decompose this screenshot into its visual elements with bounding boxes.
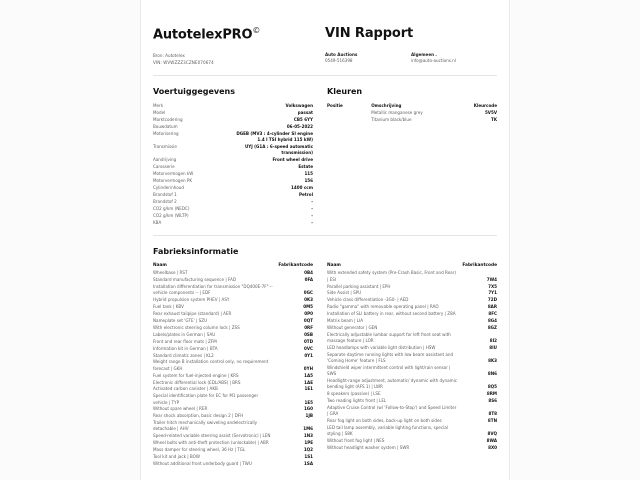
contact-auction-phone: 0549-516398	[325, 58, 353, 64]
vehicle-spec-row	[153, 124, 313, 131]
factory-option-name: Labels/plates in German | SAU	[153, 331, 216, 337]
factory-right-header-name: Naam	[327, 263, 341, 269]
vehicle-spec-value: 115	[304, 171, 313, 177]
brand-name: AutotelexPRO	[153, 27, 253, 43]
factory-option-name: Two reading lights front | LEL	[327, 398, 387, 404]
factory-option-name: Front and rear floor mats | ZFM	[153, 338, 217, 344]
colors-header-position: Positie	[327, 103, 343, 109]
factory-section	[153, 247, 497, 468]
factory-row	[327, 290, 497, 297]
vehicle-spec-value: -	[311, 198, 313, 204]
vehicle-spec-key: Carosserie	[153, 164, 175, 170]
factory-row	[153, 270, 313, 277]
factory-row	[153, 406, 313, 413]
colors-header-description: Omschrijving	[371, 103, 402, 109]
factory-row	[153, 297, 313, 304]
factory-left-body	[153, 270, 313, 468]
factory-option-name: Without generator | GEN	[327, 324, 378, 330]
factory-option-name: Speed-related variable steering assist (Servotronic) | LEN	[153, 433, 271, 439]
factory-row	[327, 318, 497, 325]
factory-row	[327, 405, 497, 418]
factory-option-name: LED headlamps with variable light distribution | HSW	[327, 344, 436, 350]
vehicle-spec-row	[153, 212, 313, 219]
factory-row	[153, 325, 313, 332]
factory-right-header-row	[327, 263, 497, 270]
factory-row	[153, 345, 313, 352]
factory-row	[153, 461, 313, 468]
page-margin-right	[511, 0, 640, 480]
factory-table-right	[327, 263, 497, 452]
vehicle-spec-value: -	[311, 212, 313, 218]
factory-option-code: 1AE	[304, 379, 313, 385]
factory-table-left	[153, 263, 313, 468]
vehicle-and-colors	[153, 76, 497, 226]
factory-option-code: 8VQ	[487, 431, 497, 437]
factory-row	[327, 398, 497, 405]
factory-option-name: Information kit in German | BTA	[153, 345, 218, 351]
factory-left-head	[153, 263, 313, 270]
factory-option-code: 1E5	[304, 399, 313, 405]
factory-option-code: 8Q5	[487, 384, 497, 390]
colors-section-title: Kleuren	[327, 87, 363, 97]
factory-row	[153, 433, 313, 440]
vehicle-spec-body	[153, 103, 313, 226]
factory-option-name: With electronic steering column lock | ZSS	[153, 324, 240, 330]
factory-column-right	[327, 263, 497, 468]
factory-left-header-row	[153, 263, 313, 270]
factory-option-code: 1E1	[304, 386, 313, 392]
colors-table-body	[327, 110, 497, 124]
factory-option-code: 0M5	[303, 304, 313, 310]
colors-position	[327, 116, 371, 123]
vehicle-spec-key: Marktcodering	[153, 117, 183, 123]
colors-row	[327, 116, 497, 123]
vehicle-spec-value: -	[311, 219, 313, 225]
vehicle-spec-key: Cylinderinhoud	[153, 184, 184, 190]
factory-option-name: Nameplate set 'GTE' | SZU	[153, 318, 208, 324]
factory-row	[327, 297, 497, 304]
factory-option-code: 1S1	[304, 454, 313, 460]
header-title-column	[325, 26, 497, 66]
factory-option-code: 8K3	[488, 358, 497, 364]
colors-table	[327, 103, 497, 123]
vehicle-spec-value: 1400 ccm	[291, 184, 313, 190]
factory-option-name: Vehicle class differentiation -3G0- | AED	[327, 297, 409, 303]
factory-row	[327, 378, 497, 391]
factory-row	[327, 438, 497, 445]
factory-row	[153, 454, 313, 461]
vehicle-spec-value: UYJ (G1A : 6-speed automatic transmission)	[244, 144, 313, 156]
factory-option-code: 8TN	[487, 418, 497, 424]
factory-row	[153, 277, 313, 284]
contact-row	[325, 52, 497, 65]
factory-option-code: 0Y1	[304, 352, 313, 358]
contact-general-email: info@auto-auctions.nl	[411, 58, 456, 64]
factory-row	[153, 338, 313, 345]
factory-option-name: Wheel bolts with anti-theft protection (unlockable) | ABR	[153, 440, 269, 446]
factory-row	[153, 311, 313, 318]
vehicle-spec-key: Brandstof 2	[153, 198, 177, 204]
vehicle-spec-value: Volkswagen	[285, 103, 313, 109]
vehicle-spec-value: Front wheel drive	[272, 157, 313, 163]
factory-row	[327, 325, 497, 332]
factory-option-code: 0VC	[303, 345, 313, 351]
factory-option-code: 1PE	[304, 440, 313, 446]
contact-general-title: Algemeen .	[411, 52, 437, 57]
colors-description: Titanium black/blue	[371, 116, 412, 122]
factory-option-name: LED tail lamp assembly, variable lighting functions, special styling | S8K	[327, 425, 448, 437]
factory-option-code: 8FC	[488, 311, 497, 317]
factory-option-code: 8T8	[488, 411, 497, 417]
factory-columns	[153, 263, 497, 468]
factory-option-code: 8G4	[487, 318, 497, 324]
factory-option-code: 0RF	[304, 324, 313, 330]
factory-option-name: Mass damper for steering wheel, 36 Hz | TGL	[153, 447, 246, 453]
factory-option-code: 1A5	[304, 372, 313, 378]
factory-option-name: Installation of SLI battery in rear, without second battery | Z8A	[327, 311, 456, 317]
factory-option-name: Special identification plate for EC for M1 passenger vehicle | TYP	[153, 393, 259, 405]
vehicle-spec-row	[153, 171, 313, 178]
vehicle-spec-value: Estate	[298, 164, 313, 170]
factory-row	[153, 440, 313, 447]
factory-option-code: 1SA	[304, 461, 313, 467]
colors-description: Metallic manganese grey	[371, 109, 423, 115]
factory-option-name: Tool kit and jack | BOW	[153, 454, 200, 460]
factory-option-code: 8N6	[487, 371, 497, 377]
report-header	[153, 0, 497, 66]
colors-position	[327, 110, 371, 117]
factory-option-code: 8S6	[488, 398, 497, 404]
factory-right-head	[327, 263, 497, 270]
factory-row	[327, 311, 497, 318]
factory-row	[153, 379, 313, 386]
factory-option-code: 0QT	[303, 318, 313, 324]
vehicle-spec-row	[153, 117, 313, 124]
contact-auction-title: Auto Auctions	[325, 52, 358, 57]
vehicle-spec-value: CB5 6YY	[293, 117, 313, 123]
factory-option-name: Electrically adjustable lumbar support for left front seat with massage feature | LOR	[327, 331, 451, 344]
factory-option-name: Hybrid propulsion system PHEV | ASY	[153, 297, 230, 303]
factory-row	[327, 445, 497, 452]
factory-row	[153, 352, 313, 359]
factory-option-code: 72D	[487, 297, 497, 303]
factory-option-code: 8X0	[488, 445, 497, 451]
factory-option-code: 8I2	[489, 338, 497, 344]
factory-option-name: Trailer hitch mechanically swiveling andelectrically detachable | AHV	[153, 420, 258, 432]
factory-option-code: 0YH	[303, 365, 313, 371]
factory-row	[327, 352, 497, 365]
factory-option-name: Windshield wiper intermittent control with light/rain sensor | SWS	[327, 365, 451, 377]
factory-option-name: Rear fog light on both sides, back-up light on both sides	[327, 418, 442, 424]
vehicle-spec-row	[153, 144, 313, 157]
factory-option-code: 8WA	[486, 438, 497, 444]
factory-option-name: Without front fog light | NES	[327, 438, 385, 444]
factory-row	[153, 393, 313, 406]
factory-option-name: Separate daytime running lights with low beam assistant and 'Coming Home' feature | FLS	[327, 351, 454, 364]
vehicle-spec-table	[153, 103, 313, 226]
factory-option-name: 8 speakers (passive) | LSE	[327, 391, 381, 397]
vehicle-spec-row	[153, 191, 313, 198]
factory-option-code: 7Y1	[488, 290, 497, 296]
vehicle-spec-value: Petrol	[299, 191, 313, 197]
vehicle-spec-row	[153, 205, 313, 212]
vehicle-spec-key: Motorvermogen kW	[153, 171, 194, 177]
contact-auction	[325, 52, 411, 65]
factory-row	[327, 283, 497, 290]
factory-row	[327, 332, 497, 345]
vehicle-spec-key: Motorisering	[153, 131, 179, 137]
factory-row	[327, 425, 497, 438]
factory-row	[153, 372, 313, 379]
vehicle-spec-row	[153, 110, 313, 117]
factory-row	[327, 418, 497, 425]
factory-option-code: 8IU	[489, 344, 497, 350]
factory-option-name: Headlight-range adjustment, automatic/ dynamic with dynamic bending light (AFS 1) | LWR	[327, 378, 458, 390]
vehicle-spec-key: Aandrijving	[153, 157, 177, 163]
factory-row	[327, 365, 497, 378]
report-sheet	[140, 0, 510, 480]
vehicle-spec-row	[153, 131, 313, 144]
vehicle-spec-key: Brandstof 1	[153, 191, 177, 197]
factory-option-name: Matrix beam | LIA	[327, 318, 364, 324]
factory-option-name: Electronic differential lock (EDL/ABS) | BRS	[153, 379, 241, 385]
factory-option-code: 0TD	[303, 338, 313, 344]
factory-row	[327, 270, 497, 283]
factory-option-code: 1N3	[303, 433, 313, 439]
factory-option-code: 1Q2	[303, 447, 313, 453]
vehicle-spec-value: -	[311, 205, 313, 211]
vehicle-spec-value: 06-05-2022	[286, 124, 313, 130]
factory-option-name: Without headlight washer system | SWR	[327, 445, 410, 451]
vehicle-spec-value: DGEB (MV3 : 4-cylinder SI engine 1.4 l TSI hybrid 115 kW)	[236, 131, 313, 143]
page-title: VIN Rapport	[325, 26, 414, 41]
factory-row	[153, 284, 313, 297]
vehicle-section-title: Voertuiggegevens	[153, 87, 236, 97]
vehicle-spec-value: passat	[297, 110, 313, 116]
factory-option-name: Installation differentiation for transmission "DQ400E-7F" -- vehicle components -- | EDF	[153, 284, 273, 296]
factory-option-name: Without spare wheel | RER	[153, 406, 208, 412]
factory-option-name: With extended safety system (Pre-Crash Basic, Front and Rear) | ESI	[327, 270, 456, 282]
factory-section-title: Fabrieksinformatie	[153, 247, 239, 257]
factory-right-body	[327, 270, 497, 452]
vehicle-spec-key: Merk	[153, 103, 164, 109]
factory-option-name: Standard climatic zones | KL2	[153, 352, 214, 358]
header-brand-column	[153, 26, 325, 66]
factory-option-code: 0K3	[304, 297, 313, 303]
factory-column-left	[153, 263, 313, 468]
factory-option-name: Without additional front underbody guard | TWU	[153, 461, 252, 467]
factory-option-code: 7W4	[486, 276, 497, 282]
factory-row	[153, 359, 313, 372]
page-margin-left	[0, 0, 140, 480]
factory-row	[153, 386, 313, 393]
vehicle-spec-key: Bouwdatum	[153, 124, 178, 130]
factory-row	[327, 304, 497, 311]
factory-option-name: Wheelbase | RST	[153, 270, 188, 276]
factory-option-code: 8AR	[487, 304, 497, 310]
colors-section	[327, 76, 497, 226]
vehicle-spec-row	[153, 219, 313, 226]
colors-code: 5V5V	[484, 109, 497, 115]
vehicle-spec-row	[153, 157, 313, 164]
source-meta	[153, 53, 325, 66]
factory-option-name: Side Assist | SPU	[327, 290, 362, 296]
factory-option-name: Radio "gamma" with removable operating panel | RAO	[327, 304, 439, 310]
factory-option-name: Adaptive Cruise Control (w/ 'Follow-to-Stop') and Speed Limiter | GRA	[327, 405, 457, 417]
factory-option-name: Standard manufacturing sequence | FAD	[153, 277, 236, 283]
colors-row	[327, 110, 497, 117]
vehicle-section	[153, 76, 313, 226]
factory-option-code: 0GC	[303, 290, 313, 296]
factory-left-header-name: Naam	[153, 263, 167, 269]
factory-left-header-code: Fabrikantcode	[278, 263, 313, 269]
vin-label: VIN: WVWZZZ3CZNE070674	[153, 59, 214, 65]
vehicle-spec-key: Transmissie	[153, 144, 177, 150]
colors-code: TK	[491, 116, 497, 122]
factory-option-code: 1G0	[303, 406, 313, 412]
contact-general	[411, 52, 497, 65]
factory-row	[153, 318, 313, 325]
factory-option-name: Parallel parking assistant | EPH	[327, 283, 391, 289]
factory-option-name: Weight range B installation control only, no requirement forecast | GKH	[153, 359, 269, 371]
factory-option-name: Fuel system for fuel-injected engine | KRS	[153, 372, 239, 378]
vehicle-spec-key: Model	[153, 110, 166, 116]
factory-option-code: 0B4	[304, 270, 313, 276]
factory-option-name: Activated carbon canister | AKB	[153, 386, 218, 392]
colors-header-code: Kleurcode	[473, 103, 497, 109]
factory-row	[327, 345, 497, 352]
vehicle-spec-row	[153, 164, 313, 171]
factory-option-code: 1M6	[303, 426, 313, 432]
factory-row	[153, 332, 313, 339]
factory-option-code: 8RM	[486, 391, 497, 397]
factory-row	[327, 391, 497, 398]
factory-option-name: Rear shock absorption, basic design 2 | DFH	[153, 413, 244, 419]
factory-option-code: 7X5	[488, 283, 497, 289]
source-label: Bron: Autotelex	[153, 53, 185, 59]
vehicle-spec-key: Motorvermogen PK	[153, 177, 193, 183]
factory-option-code: 0SB	[304, 331, 313, 337]
factory-option-code: 1JB	[305, 413, 313, 419]
vehicle-spec-row	[153, 103, 313, 110]
brand-logo	[153, 26, 325, 42]
factory-option-code: 0P0	[304, 311, 313, 317]
factory-option-code: 0FA	[304, 277, 313, 283]
vehicle-divider	[153, 235, 497, 236]
factory-option-code: 8GZ	[487, 324, 497, 330]
copyright-icon: ©	[252, 26, 261, 35]
factory-row	[153, 420, 313, 433]
vehicle-spec-key: CO2 g/km (WLTP)	[153, 212, 189, 218]
factory-row	[153, 447, 313, 454]
vehicle-spec-row	[153, 185, 313, 192]
factory-row	[153, 304, 313, 311]
factory-option-name: Fuel tank | KBV	[153, 304, 184, 310]
vehicle-spec-value: 156	[304, 177, 313, 183]
vehicle-spec-row	[153, 178, 313, 185]
vehicle-spec-key: CO2 g/km (NEDC)	[153, 205, 190, 211]
factory-right-header-code: Fabrikantcode	[462, 263, 497, 269]
factory-row	[153, 413, 313, 420]
factory-option-name: Rear exhaust tailpipe (standard) | AER	[153, 311, 232, 317]
vehicle-spec-key: KBA	[153, 219, 162, 225]
vehicle-spec-row	[153, 198, 313, 205]
